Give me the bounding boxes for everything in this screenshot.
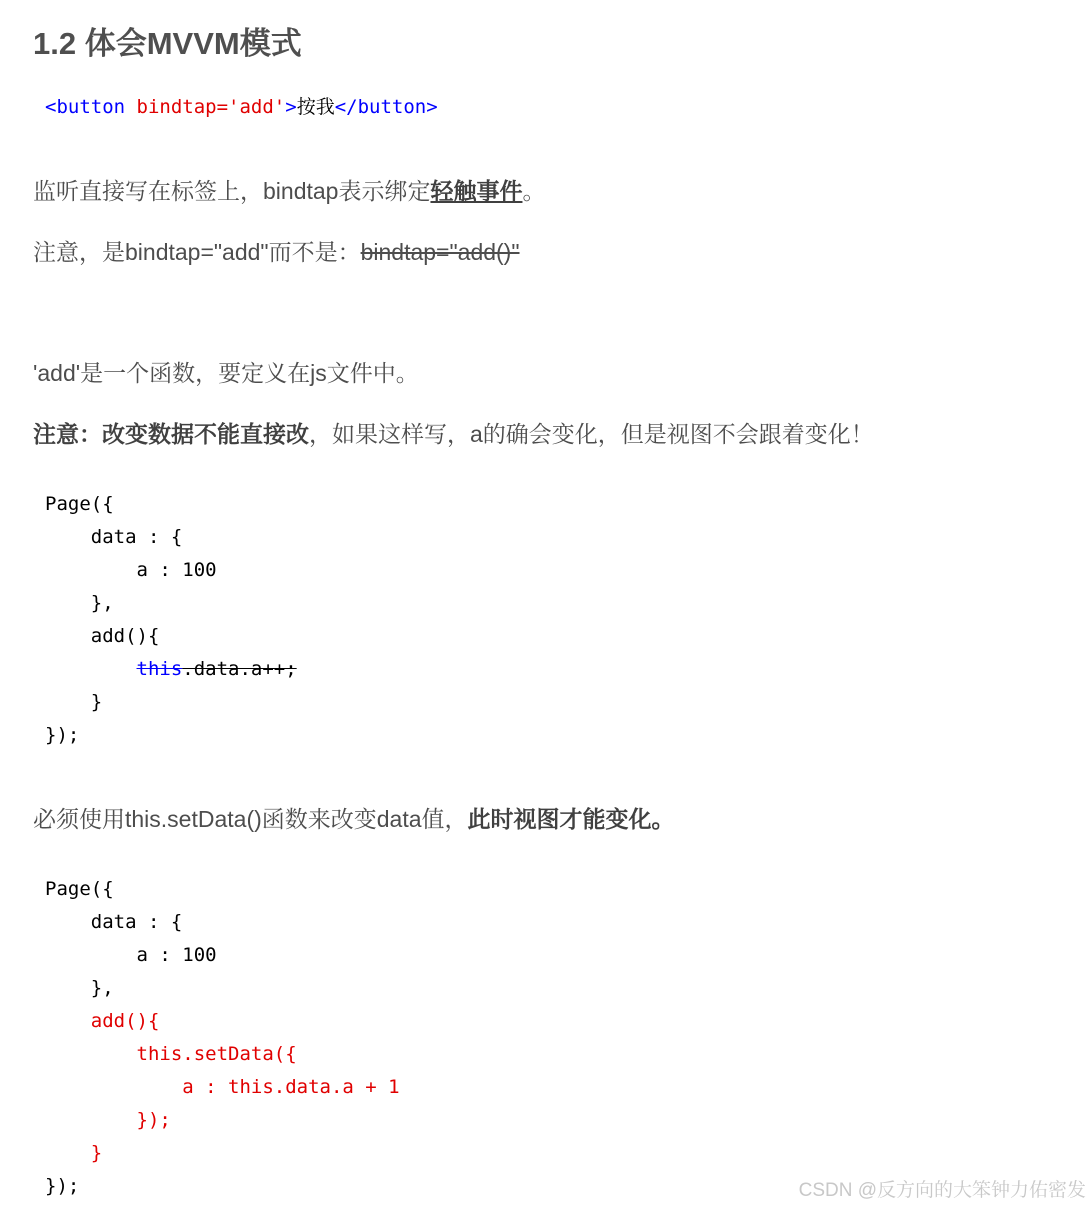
this-keyword: this	[136, 658, 183, 680]
code-line-highlight: add(){	[45, 1010, 160, 1032]
code-line: add(){	[45, 625, 160, 647]
open-tag: <button	[45, 96, 126, 118]
code-line: });	[45, 1175, 80, 1197]
code-line: data : {	[45, 911, 183, 933]
paragraph-note-data	[33, 417, 874, 451]
paragraph-add-function: 'add'是一个函数，要定义在js文件中。	[33, 360, 419, 386]
code-line: },	[45, 977, 114, 999]
button-snippet	[45, 91, 438, 124]
button-text: 按我	[296, 96, 335, 118]
code-line: a : 100	[45, 944, 217, 966]
code-indent	[45, 658, 137, 680]
code-line: },	[45, 592, 114, 614]
paragraph-note-bindtap	[33, 235, 520, 269]
code-line: }	[45, 691, 103, 713]
end-tag: </button>	[334, 96, 438, 118]
code-line-highlight: }	[45, 1142, 103, 1164]
setdata-lead: 必须使用this.setData()函数来改变data值，	[33, 806, 468, 832]
code-line-highlight: a : this.data.a + 1	[45, 1076, 400, 1098]
code-line: data : {	[45, 526, 183, 548]
note-lead: 注意，是bindtap="add"而不是：	[33, 239, 361, 265]
wrong-syntax: bindtap="add()"	[360, 239, 520, 265]
code-line: Page({	[45, 878, 114, 900]
section-heading: 1.2 体会MVVM模式	[33, 26, 302, 61]
code-line: a : 100	[45, 559, 217, 581]
code-line-highlight: });	[45, 1109, 171, 1131]
code-block-correct	[45, 873, 400, 1203]
tap-event-emphasis: 轻触事件	[430, 178, 523, 204]
paragraph-binding-lead: 监听直接写在标签上，bindtap表示绑定	[33, 178, 431, 204]
note-data-tail: ，如果这样写，a的确会变化，但是视图不会跟着变化！	[309, 421, 874, 447]
code-line: Page({	[45, 493, 114, 515]
direct-assignment: .data.a++;	[182, 658, 297, 680]
paragraph-binding-tail: 。	[522, 178, 546, 204]
paragraph-setdata	[33, 802, 675, 836]
code-line-highlight: this.setData({	[45, 1043, 297, 1065]
code-block-wrong	[45, 488, 297, 752]
bindtap-attr: bindtap='add'	[125, 96, 286, 118]
csdn-watermark: CSDN @反方向的大笨钟力佑密发	[798, 1180, 1086, 1201]
setdata-emphasis: 此时视图才能变化。	[467, 806, 675, 832]
paragraph-binding	[33, 174, 545, 208]
note-data-emphasis: 注意：改变数据不能直接改	[33, 421, 309, 447]
tag-bracket: >	[285, 96, 297, 118]
code-line: });	[45, 724, 80, 746]
code-line-struck	[45, 653, 297, 686]
